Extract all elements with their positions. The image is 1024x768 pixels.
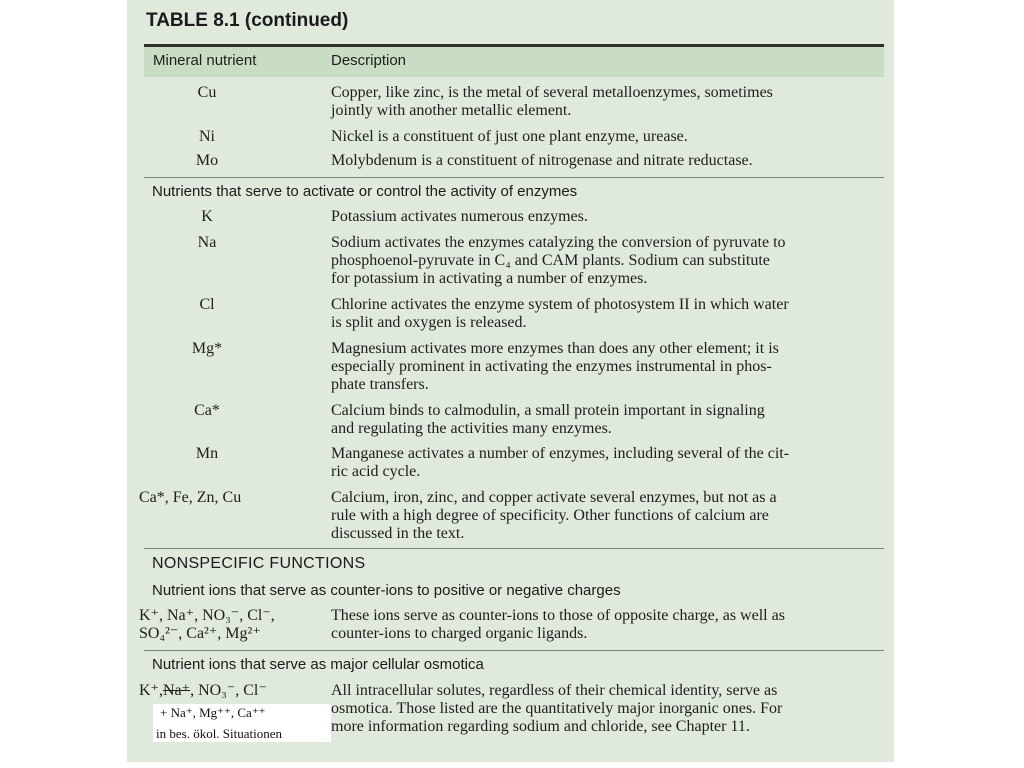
textbook-page xyxy=(127,0,894,762)
description-line: especially prominent in activating the enzymes instrumental in phos- xyxy=(331,358,772,375)
description-line: jointly with another metallic element. xyxy=(331,102,572,119)
nutrient-cell: Mn xyxy=(195,445,219,462)
description-line: and regulating the activities many enzymes. xyxy=(331,420,612,437)
nutrient-rest: , NO₃⁻, Cl⁻ xyxy=(190,682,267,699)
description-line: Potassium activates numerous enzymes. xyxy=(331,208,588,225)
description-line: counter-ions to charged organic ligands. xyxy=(331,625,588,642)
description-cell xyxy=(331,489,881,543)
description-line: All intracellular solutes, regardless of their chemical identity, serve as xyxy=(331,682,778,699)
description-cell xyxy=(331,296,881,332)
nutrient-cell: Ca* xyxy=(194,402,220,419)
annotation-line: in bes. ökol. Situationen xyxy=(156,726,283,741)
description-line: Calcium, iron, zinc, and copper activate several enzymes, but not as a xyxy=(331,489,777,506)
header-mineral-nutrient: Mineral nutrient xyxy=(153,52,257,69)
description-line: phate transfers. xyxy=(331,376,429,393)
description-line: Molybdenum is a constituent of nitrogenase and nitrate reductase. xyxy=(331,152,753,169)
description-line: Calcium binds to calmodulin, a small protein important in signaling xyxy=(331,402,765,419)
table-header xyxy=(144,47,884,77)
description-cell xyxy=(331,607,881,643)
description-cell xyxy=(331,84,881,120)
section-heading-osmotica: Nutrient ions that serve as major cellular osmotica xyxy=(152,656,484,673)
nutrient-line: SO₄²⁻, Ca²⁺, Mg²⁺ xyxy=(139,625,261,642)
description-line: Magnesium activates more enzymes than does any other element; it is xyxy=(331,340,779,357)
description-line: osmotica. Those listed are the quantitatively major inorganic ones. For xyxy=(331,700,783,717)
nutrient-line: K⁺, Na⁺, NO₃⁻, Cl⁻, xyxy=(139,607,275,624)
section-heading-enzymes: Nutrients that serve to activate or control the activity of enzymes xyxy=(152,183,578,200)
description-cell xyxy=(331,152,881,170)
nutrient-cell: Na xyxy=(197,234,217,251)
header-description: Description xyxy=(331,52,407,69)
description-cell xyxy=(331,208,881,226)
nutrient-k: K⁺, xyxy=(139,682,163,699)
section-rule xyxy=(144,548,884,549)
description-cell xyxy=(331,682,881,736)
nutrient-cell: Mo xyxy=(195,152,219,169)
description-cell xyxy=(331,445,881,481)
description-line: more information regarding sodium and chloride, see Chapter 11. xyxy=(331,718,750,735)
description-line: ric acid cycle. xyxy=(331,463,421,480)
description-line: Chlorine activates the enzyme system of photosystem II in which water xyxy=(331,296,789,313)
description-line: Sodium activates the enzymes catalyzing the conversion of pyruvate to xyxy=(331,234,786,251)
nutrient-cell: K xyxy=(201,208,213,225)
table-title: TABLE 8.1 (continued) xyxy=(146,10,349,31)
nutrient-cell: Ca*, Fe, Zn, Cu xyxy=(139,489,242,506)
section-heading-nonspecific: NONSPECIFIC FUNCTIONS xyxy=(152,555,366,572)
handwritten-annotation xyxy=(153,704,331,742)
nutrient-cell xyxy=(139,682,319,700)
description-line: discussed in the text. xyxy=(331,525,465,542)
nutrient-cell xyxy=(139,607,319,643)
nutrient-cell: Cu xyxy=(197,84,217,101)
nutrient-cell: Ni xyxy=(199,128,215,145)
description-line: for potassium in activating a number of enzymes. xyxy=(331,270,648,287)
description-line: is split and oxygen is released. xyxy=(331,314,527,331)
annotation-line: + Na⁺, Mg⁺⁺, Ca⁺⁺ xyxy=(160,705,266,720)
description-cell xyxy=(331,234,881,288)
nutrient-na-struck: Na⁺ xyxy=(163,682,191,699)
description-cell xyxy=(331,128,881,146)
description-cell xyxy=(331,340,881,394)
description-line: Copper, like zinc, is the metal of several metalloenzymes, sometimes xyxy=(331,84,773,101)
nutrient-cell: Mg* xyxy=(191,340,223,357)
description-line: phosphoenol-pyruvate in C₄ and CAM plants. Sodium can substitute xyxy=(331,252,770,269)
description-line: Nickel is a constituent of just one plant enzyme, urease. xyxy=(331,128,688,145)
section-rule xyxy=(144,650,884,651)
section-heading-counter-ions: Nutrient ions that serve as counter-ions to positive or negative charges xyxy=(152,582,621,599)
section-rule xyxy=(144,177,884,178)
description-line: These ions serve as counter-ions to those of opposite charge, as well as xyxy=(331,607,785,624)
description-line: rule with a high degree of specificity. Other functions of calcium are xyxy=(331,507,769,524)
nutrient-cell: Cl xyxy=(199,296,215,313)
description-line: Manganese activates a number of enzymes, including several of the cit- xyxy=(331,445,790,462)
description-cell xyxy=(331,402,881,438)
